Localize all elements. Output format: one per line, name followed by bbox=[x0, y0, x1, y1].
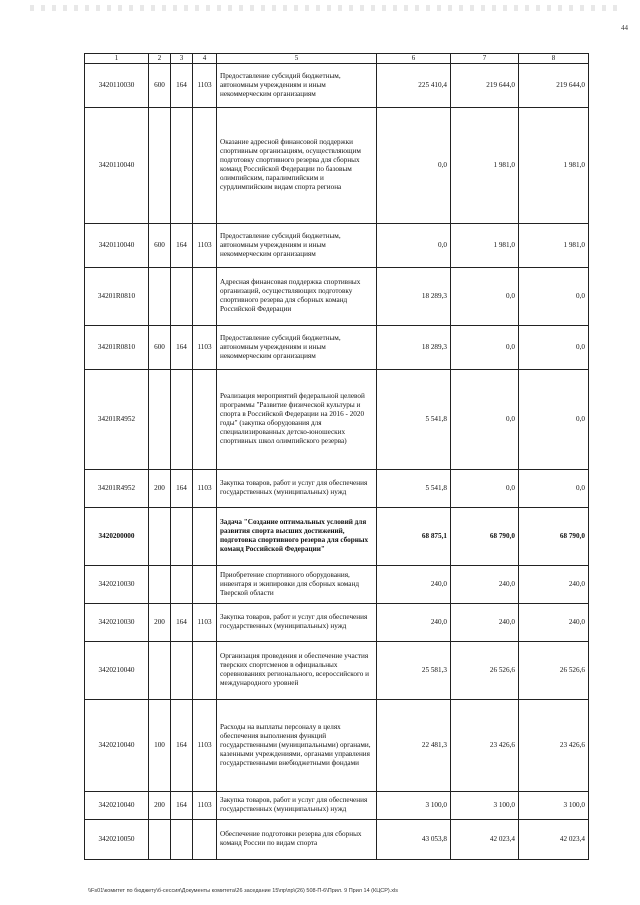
row-description-cell: Адресная финансовая поддержка спортивных организаций, осуществляющих подготовку спортивного резерва для сборных команд Российской Федерации bbox=[217, 267, 377, 325]
row-value-col7: 23 426,6 bbox=[451, 699, 519, 791]
row-section-cell: 1103 bbox=[193, 699, 217, 791]
header-cell: 3 bbox=[171, 54, 193, 64]
row-value-col6: 68 875,1 bbox=[377, 507, 451, 565]
row-description-cell: Предоставление субсидий бюджетным, автономным учреждениям и иным некоммерческим организациям bbox=[217, 223, 377, 267]
row-code-cell: 34201R4952 bbox=[85, 369, 149, 469]
row-ministry-cell: 164 bbox=[171, 791, 193, 819]
header-cell: 5 bbox=[217, 54, 377, 64]
row-expense-type-cell: 600 bbox=[149, 223, 171, 267]
header-cell: 8 bbox=[519, 54, 589, 64]
row-code-cell: 3420210030 bbox=[85, 603, 149, 641]
row-section-cell: 1103 bbox=[193, 325, 217, 369]
row-ministry-cell bbox=[171, 267, 193, 325]
table-row bbox=[85, 641, 589, 699]
row-value-col7: 219 644,0 bbox=[451, 63, 519, 107]
row-value-col7: 26 526,6 bbox=[451, 641, 519, 699]
row-value-col6: 43 053,8 bbox=[377, 819, 451, 859]
row-section-cell bbox=[193, 267, 217, 325]
row-expense-type-cell bbox=[149, 107, 171, 223]
row-section-cell bbox=[193, 819, 217, 859]
row-value-col7: 42 023,4 bbox=[451, 819, 519, 859]
row-ministry-cell: 164 bbox=[171, 603, 193, 641]
row-section-cell bbox=[193, 369, 217, 469]
row-ministry-cell: 164 bbox=[171, 223, 193, 267]
row-expense-type-cell: 600 bbox=[149, 325, 171, 369]
row-description-cell: Закупка товаров, работ и услуг для обеспечения государственных (муниципальных) нужд bbox=[217, 791, 377, 819]
header-cell: 4 bbox=[193, 54, 217, 64]
row-section-cell: 1103 bbox=[193, 469, 217, 507]
row-section-cell: 1103 bbox=[193, 63, 217, 107]
header-cell: 2 bbox=[149, 54, 171, 64]
row-section-cell: 1103 bbox=[193, 791, 217, 819]
row-expense-type-cell: 200 bbox=[149, 469, 171, 507]
table-row bbox=[85, 267, 589, 325]
table-row bbox=[85, 223, 589, 267]
row-description-cell: Предоставление субсидий бюджетным, автономным учреждениям и иным некоммерческим организациям bbox=[217, 325, 377, 369]
row-description-cell: Приобретение спортивного оборудования, инвентаря и экипировки для сборных команд Тверской области bbox=[217, 565, 377, 603]
table-row bbox=[85, 507, 589, 565]
row-code-cell: 3420210040 bbox=[85, 791, 149, 819]
row-section-cell: 1103 bbox=[193, 223, 217, 267]
table-row bbox=[85, 603, 589, 641]
row-ministry-cell: 164 bbox=[171, 699, 193, 791]
table-row bbox=[85, 819, 589, 859]
row-description-cell: Расходы на выплаты персоналу в целях обеспечения выполнения функций государственными (муниципальными) органами, казенными учреждениями, органами управления государственными внебюджетными фондами bbox=[217, 699, 377, 791]
row-value-col7: 0,0 bbox=[451, 325, 519, 369]
row-value-col6: 3 100,0 bbox=[377, 791, 451, 819]
row-expense-type-cell bbox=[149, 819, 171, 859]
row-code-cell: 3420210040 bbox=[85, 641, 149, 699]
row-expense-type-cell bbox=[149, 369, 171, 469]
row-expense-type-cell bbox=[149, 507, 171, 565]
row-value-col6: 240,0 bbox=[377, 565, 451, 603]
row-value-col8: 240,0 bbox=[519, 603, 589, 641]
row-value-col8: 0,0 bbox=[519, 267, 589, 325]
row-value-col8: 0,0 bbox=[519, 325, 589, 369]
row-value-col8: 0,0 bbox=[519, 369, 589, 469]
row-expense-type-cell: 200 bbox=[149, 603, 171, 641]
row-ministry-cell bbox=[171, 507, 193, 565]
row-value-col7: 68 790,0 bbox=[451, 507, 519, 565]
row-value-col8: 3 100,0 bbox=[519, 791, 589, 819]
row-value-col7: 0,0 bbox=[451, 369, 519, 469]
row-description-cell: Закупка товаров, работ и услуг для обеспечения государственных (муниципальных) нужд bbox=[217, 469, 377, 507]
row-value-col7: 240,0 bbox=[451, 565, 519, 603]
footer-file-path: \\Fs01\комитет по бюджету\б-сессия\Документы комитета\26 заседание 15\пр\пр\(26) 508-П-6\Прил. 9 Прил 14 (КЦСР).xls bbox=[88, 888, 398, 894]
row-value-col8: 23 426,6 bbox=[519, 699, 589, 791]
row-value-col6: 25 581,3 bbox=[377, 641, 451, 699]
row-expense-type-cell: 200 bbox=[149, 791, 171, 819]
header-cell: 1 bbox=[85, 54, 149, 64]
table-row bbox=[85, 791, 589, 819]
header-cell: 7 bbox=[451, 54, 519, 64]
row-code-cell: 34201R4952 bbox=[85, 469, 149, 507]
row-description-cell: Реализация мероприятий федеральной целевой программы "Развитие физической культуры и спорта в Российской Федерации на 2016 - 2020 годы" (закупка оборудования для специализированных детско-юношеских спортивных школ олимпийского резерва) bbox=[217, 369, 377, 469]
table-row bbox=[85, 699, 589, 791]
row-code-cell: 3420200000 bbox=[85, 507, 149, 565]
row-description-cell: Организация проведения и обеспечение участия тверских спортсменов в официальных соревнованиях регионального, всероссийского и международного уровней bbox=[217, 641, 377, 699]
row-value-col6: 225 410,4 bbox=[377, 63, 451, 107]
row-value-col8: 42 023,4 bbox=[519, 819, 589, 859]
row-description-cell: Оказание адресной финансовой поддержки спортивным организациям, осуществляющим подготовку спортивного резерва для сборных команд Российской Федерации по базовым олимпийским, паралимпийским и сурдлимпийским видам спорта региона bbox=[217, 107, 377, 223]
row-section-cell bbox=[193, 565, 217, 603]
row-section-cell bbox=[193, 107, 217, 223]
row-expense-type-cell bbox=[149, 267, 171, 325]
row-ministry-cell bbox=[171, 819, 193, 859]
row-ministry-cell bbox=[171, 565, 193, 603]
row-code-cell: 3420210030 bbox=[85, 565, 149, 603]
row-code-cell: 34201R0810 bbox=[85, 325, 149, 369]
row-description-cell: Задача "Создание оптимальных условий для развития спорта высших достижений, подготовка спортивного резерва для сборных команд Российской Федерации" bbox=[217, 507, 377, 565]
row-section-cell bbox=[193, 641, 217, 699]
row-value-col6: 0,0 bbox=[377, 223, 451, 267]
table-row bbox=[85, 369, 589, 469]
table-row bbox=[85, 469, 589, 507]
row-value-col6: 18 289,3 bbox=[377, 267, 451, 325]
row-value-col8: 26 526,6 bbox=[519, 641, 589, 699]
row-value-col6: 5 541,8 bbox=[377, 369, 451, 469]
row-section-cell: 1103 bbox=[193, 603, 217, 641]
row-value-col8: 0,0 bbox=[519, 469, 589, 507]
table-row bbox=[85, 565, 589, 603]
row-expense-type-cell: 100 bbox=[149, 699, 171, 791]
budget-table bbox=[84, 53, 589, 860]
row-section-cell bbox=[193, 507, 217, 565]
row-ministry-cell: 164 bbox=[171, 469, 193, 507]
row-code-cell: 3420110030 bbox=[85, 63, 149, 107]
row-value-col8: 240,0 bbox=[519, 565, 589, 603]
row-value-col7: 0,0 bbox=[451, 267, 519, 325]
row-ministry-cell bbox=[171, 369, 193, 469]
row-code-cell: 34201R0810 bbox=[85, 267, 149, 325]
row-value-col6: 0,0 bbox=[377, 107, 451, 223]
row-value-col6: 5 541,8 bbox=[377, 469, 451, 507]
row-value-col7: 1 981,0 bbox=[451, 223, 519, 267]
row-value-col8: 1 981,0 bbox=[519, 223, 589, 267]
row-code-cell: 3420210040 bbox=[85, 699, 149, 791]
table-row bbox=[85, 325, 589, 369]
row-value-col8: 219 644,0 bbox=[519, 63, 589, 107]
scan-header-noise bbox=[30, 5, 620, 11]
row-expense-type-cell bbox=[149, 641, 171, 699]
row-value-col6: 240,0 bbox=[377, 603, 451, 641]
row-ministry-cell bbox=[171, 641, 193, 699]
header-cell: 6 bbox=[377, 54, 451, 64]
row-value-col7: 0,0 bbox=[451, 469, 519, 507]
row-value-col6: 18 289,3 bbox=[377, 325, 451, 369]
row-expense-type-cell: 600 bbox=[149, 63, 171, 107]
row-description-cell: Закупка товаров, работ и услуг для обеспечения государственных (муниципальных) нужд bbox=[217, 603, 377, 641]
row-code-cell: 3420110040 bbox=[85, 223, 149, 267]
row-value-col7: 240,0 bbox=[451, 603, 519, 641]
row-ministry-cell: 164 bbox=[171, 63, 193, 107]
row-description-cell: Предоставление субсидий бюджетным, автономным учреждениям и иным некоммерческим организациям bbox=[217, 63, 377, 107]
row-value-col7: 1 981,0 bbox=[451, 107, 519, 223]
row-expense-type-cell bbox=[149, 565, 171, 603]
row-value-col7: 3 100,0 bbox=[451, 791, 519, 819]
row-code-cell: 3420210050 bbox=[85, 819, 149, 859]
row-value-col8: 68 790,0 bbox=[519, 507, 589, 565]
table-row bbox=[85, 63, 589, 107]
table-header-row bbox=[85, 54, 589, 64]
row-description-cell: Обеспечение подготовки резерва для сборных команд России по видам спорта bbox=[217, 819, 377, 859]
row-ministry-cell: 164 bbox=[171, 325, 193, 369]
row-ministry-cell bbox=[171, 107, 193, 223]
table-row bbox=[85, 107, 589, 223]
row-value-col8: 1 981,0 bbox=[519, 107, 589, 223]
row-code-cell: 3420110040 bbox=[85, 107, 149, 223]
row-value-col6: 22 481,3 bbox=[377, 699, 451, 791]
page-number: 44 bbox=[621, 24, 628, 32]
